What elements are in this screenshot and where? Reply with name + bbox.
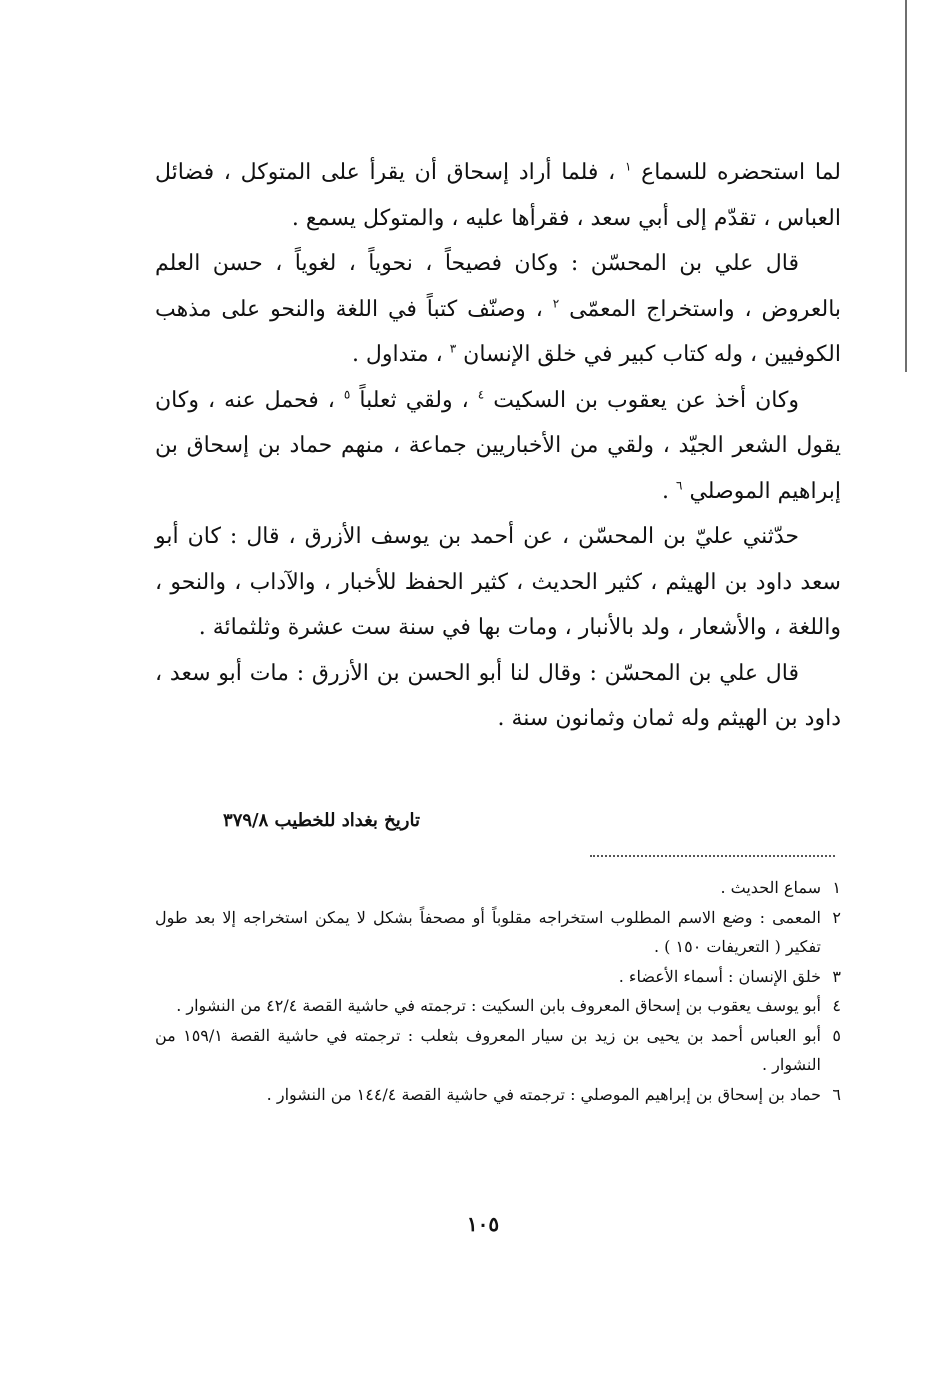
footnote-text: المعمى : وضع الاسم المطلوب استخراجه مقلوباً أو مصحفاً بشكل لا يمكن استخراجه إلا بعد طول تفكير ( التعريفات ١٥٠ ) . bbox=[155, 907, 821, 956]
paragraph-2-text-1: قال علي بن المحسّن : وكان فصيحاً ، نحوياً ، لغوياً ، حسن العلم بالعروض ، واستخراج المعمّى bbox=[155, 251, 842, 322]
footnote-number: ١ bbox=[832, 878, 841, 897]
footnote-text: أبو يوسف يعقوب بن إسحاق المعروف بابن السكيت : ترجمته في حاشية القصة ٤٢/٤ من النشوار . bbox=[176, 996, 821, 1015]
footnote-number: ٤ bbox=[832, 996, 841, 1015]
paragraph-3-text-2: ، ولقي ثعلباً bbox=[359, 387, 469, 413]
footnote-ref-6: ٦ bbox=[675, 478, 683, 493]
paragraph-2-text-2: ، وصنّف كتباً في اللغة والنحو على مذهب الكوفيين ، وله كتاب كبير في خلق الإنسان bbox=[155, 296, 841, 367]
page-edge-line bbox=[905, 0, 907, 372]
footnote-item-2 bbox=[155, 903, 841, 962]
paragraph-1 bbox=[155, 150, 841, 241]
paragraph-5-text-1: قال علي بن المحسّن : وقال لنا أبو الحسن بن الأزرق : مات أبو سعد ، داود بن الهيثم وله ثمان وثمانون سنة . bbox=[155, 660, 841, 731]
paragraph-1-text-1: لما استحضره للسماع bbox=[641, 160, 841, 185]
paragraph-4 bbox=[155, 514, 841, 651]
footnote-ref-2: ٢ bbox=[552, 296, 560, 311]
paragraph-4-text-1: حدّثني عليّ بن المحسّن ، عن أحمد بن يوسف الأزرق ، قال : كان أبو سعد داود بن الهيثم ، كثير الحديث ، كثير الحفظ للأخبار ، والآداب ، والنحو ، واللغة ، والأشعار ، ولد بالأنبار ، ومات بها في سنة ست عشرة وثلثمائة . bbox=[155, 524, 841, 640]
main-text bbox=[155, 150, 841, 742]
footnote-text: حماد بن إسحاق بن إبراهيم الموصلي : ترجمته في حاشية القصة ١٤٤/٤ من النشوار . bbox=[266, 1084, 821, 1104]
footnote-ref-4: ٤ bbox=[477, 387, 485, 402]
footnote-separator bbox=[590, 855, 835, 857]
paragraph-2-text-3: ، متداول . bbox=[351, 342, 443, 367]
footnote-number: ٢ bbox=[832, 907, 841, 927]
footnote-ref-5: ٥ bbox=[343, 387, 351, 402]
footnote-ref-1: ١ bbox=[624, 159, 632, 174]
page-number: ١٠٥ bbox=[466, 1212, 500, 1236]
footnote-number: ٥ bbox=[832, 1025, 841, 1045]
footnote-text: خلق الإنسان : أسماء الأعضاء . bbox=[618, 966, 821, 986]
footnote-item-4 bbox=[155, 991, 841, 1021]
paragraph-3-text-1: وكان أخذ عن يعقوب بن السكيت bbox=[493, 387, 800, 413]
paragraph-3-text-3: ، فحمل عنه ، وكان يقول الشعر الجيّد ، ولقي من الأخباريين جماعة ، منهم حماد بن إسحاق بن إبراهيم الموصلي bbox=[155, 387, 841, 504]
footnote-item-3 bbox=[155, 962, 841, 992]
footnotes-list bbox=[155, 873, 841, 1109]
footnote-item-6 bbox=[155, 1080, 841, 1110]
footnote-text: أبو العباس أحمد بن يحيى بن زيد بن سيار المعروف بثعلب : ترجمته في حاشية القصة ١٥٩/١ من النشوار . bbox=[155, 1025, 821, 1074]
paragraph-1-text-2: ، فلما أراد إسحاق أن يقرأ على المتوكل ، فضائل العباس ، تقدّم إلى أبي سعد ، فقرأها عليه ، والمتوكل يسمع . bbox=[155, 160, 841, 231]
footnote-number: ٦ bbox=[832, 1084, 841, 1104]
source-reference: تاريخ بغداد للخطيب ٣٧٩/٨ bbox=[223, 810, 420, 831]
paragraph-3-text-4: . bbox=[661, 478, 669, 504]
footnote-item-5 bbox=[155, 1021, 841, 1080]
paragraph-2 bbox=[155, 241, 841, 378]
paragraph-5 bbox=[155, 651, 841, 742]
footnote-ref-3: ٣ bbox=[449, 341, 457, 356]
footnote-text: سماع الحديث . bbox=[720, 878, 821, 897]
footnote-item-1 bbox=[155, 873, 841, 903]
paragraph-3 bbox=[155, 378, 841, 515]
footnote-number: ٣ bbox=[832, 966, 841, 986]
